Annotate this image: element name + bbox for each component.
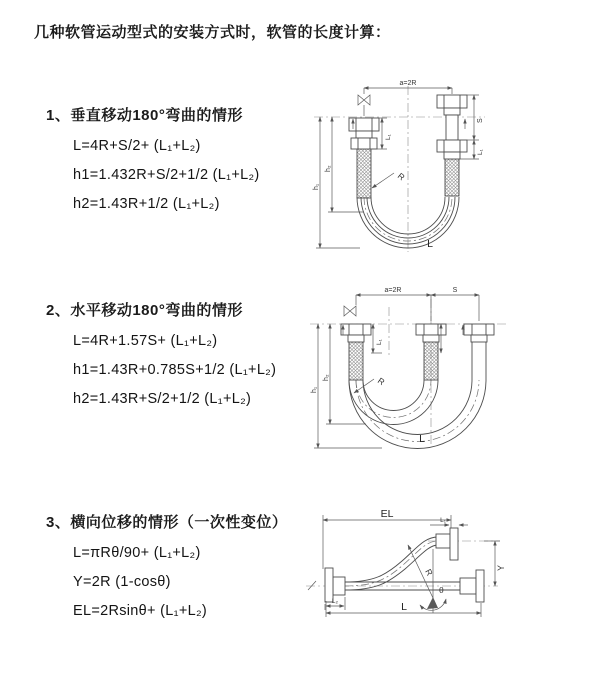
label-radius: R [375, 375, 387, 388]
dimension-y [484, 541, 506, 586]
section-horizontal-180 [46, 299, 276, 407]
radius-callout [372, 171, 407, 188]
dim-label-l1-right: L₁ [477, 149, 484, 155]
angle-construction [408, 545, 446, 613]
section-vertical-180 [46, 104, 260, 212]
hose-u-bend [357, 149, 459, 248]
formula-el: EL=2Rsinθ+ (L₁+L₂) [73, 603, 208, 619]
dim-label-l2: L₂ [331, 598, 339, 605]
dim-label-s: S [477, 118, 484, 123]
label-theta: θ [439, 585, 444, 595]
dim-label-a2r: a=2R [399, 80, 417, 87]
diagram-lateral-displacement [298, 497, 600, 643]
dim-label-l1: L₁ [376, 339, 383, 345]
flange-top-right [436, 528, 458, 560]
fitting-left [341, 324, 371, 342]
label-radius: R [395, 170, 407, 183]
dim-label-l1: L₁ [440, 517, 446, 524]
formula-h2: h2=1.43R+1/2 (L₁+L₂) [73, 196, 220, 212]
section-lateral-displacement [46, 511, 287, 619]
dim-label-h1: h₁ [313, 183, 320, 190]
dim-label-h1: h₁ [311, 386, 318, 393]
pipe-break-mark [308, 581, 316, 590]
dim-label-a2r: a=2R [384, 287, 402, 294]
fitting-left [349, 118, 379, 149]
dim-label-el: EL [380, 508, 394, 520]
dimension-h1-h2 [311, 324, 382, 448]
fitting-center [416, 324, 446, 342]
formula-h2: h2=1.43R+S/2+1/2 (L₁+L₂) [73, 391, 252, 407]
dim-label-y: Y [496, 564, 506, 571]
page-title: 几种软管运动型式的安装方式时，软管的长度计算： [34, 24, 391, 41]
label-radius: R [423, 567, 435, 578]
formula-h1: h1=1.432R+S/2+1/2 (L₁+L₂) [73, 167, 260, 183]
braided-hose-center [424, 342, 438, 380]
fitting-right [437, 95, 467, 159]
fitting-right [464, 324, 494, 342]
diagram-horizontal-180-bend [310, 283, 600, 453]
section-3-heading: 3、横向位移的情形（一次性变位） [46, 514, 288, 531]
formula-h1: h1=1.43R+0.785S+1/2 (L₁+L₂) [73, 362, 277, 378]
braided-hose-left [357, 149, 371, 198]
dimension-l1-top [430, 517, 468, 525]
dim-label-s: S [452, 287, 458, 294]
valve-icon [344, 306, 356, 316]
diagram-vertical-180-bend [312, 72, 593, 257]
formula-length: L=4R+S/2+ (L₁+L₂) [73, 138, 201, 154]
formula-length: L=πRθ/90+ (L₁+L₂) [73, 545, 201, 561]
section-2-heading: 2、水平移动180°弯曲的情形 [46, 302, 243, 319]
hose-u-bends [349, 342, 486, 449]
section-1-heading: 1、垂直移动180°弯曲的情形 [46, 107, 243, 124]
label-hose-length: L [427, 238, 433, 250]
centerlines [310, 299, 508, 447]
dim-label-h2: h₂ [323, 374, 330, 381]
valve-icon [358, 95, 370, 116]
dimension-l-bottom [326, 601, 481, 617]
braided-hose-right [445, 159, 459, 196]
dimension-el [323, 508, 451, 569]
flange-left [325, 568, 345, 602]
angle-vertex-marker [427, 597, 438, 609]
dimension-top [356, 287, 479, 321]
dim-label-l1-left: L₁ [385, 134, 392, 140]
dim-label-h2: h₂ [325, 165, 332, 172]
braided-hose-left [349, 342, 363, 380]
label-hose-length: L [419, 433, 425, 445]
formula-length: L=4R+1.57S+ (L₁+L₂) [73, 333, 218, 349]
formula-y: Y=2R (1-cosθ) [73, 574, 171, 590]
flange-right [460, 570, 484, 602]
dim-label-l: L [401, 601, 407, 613]
